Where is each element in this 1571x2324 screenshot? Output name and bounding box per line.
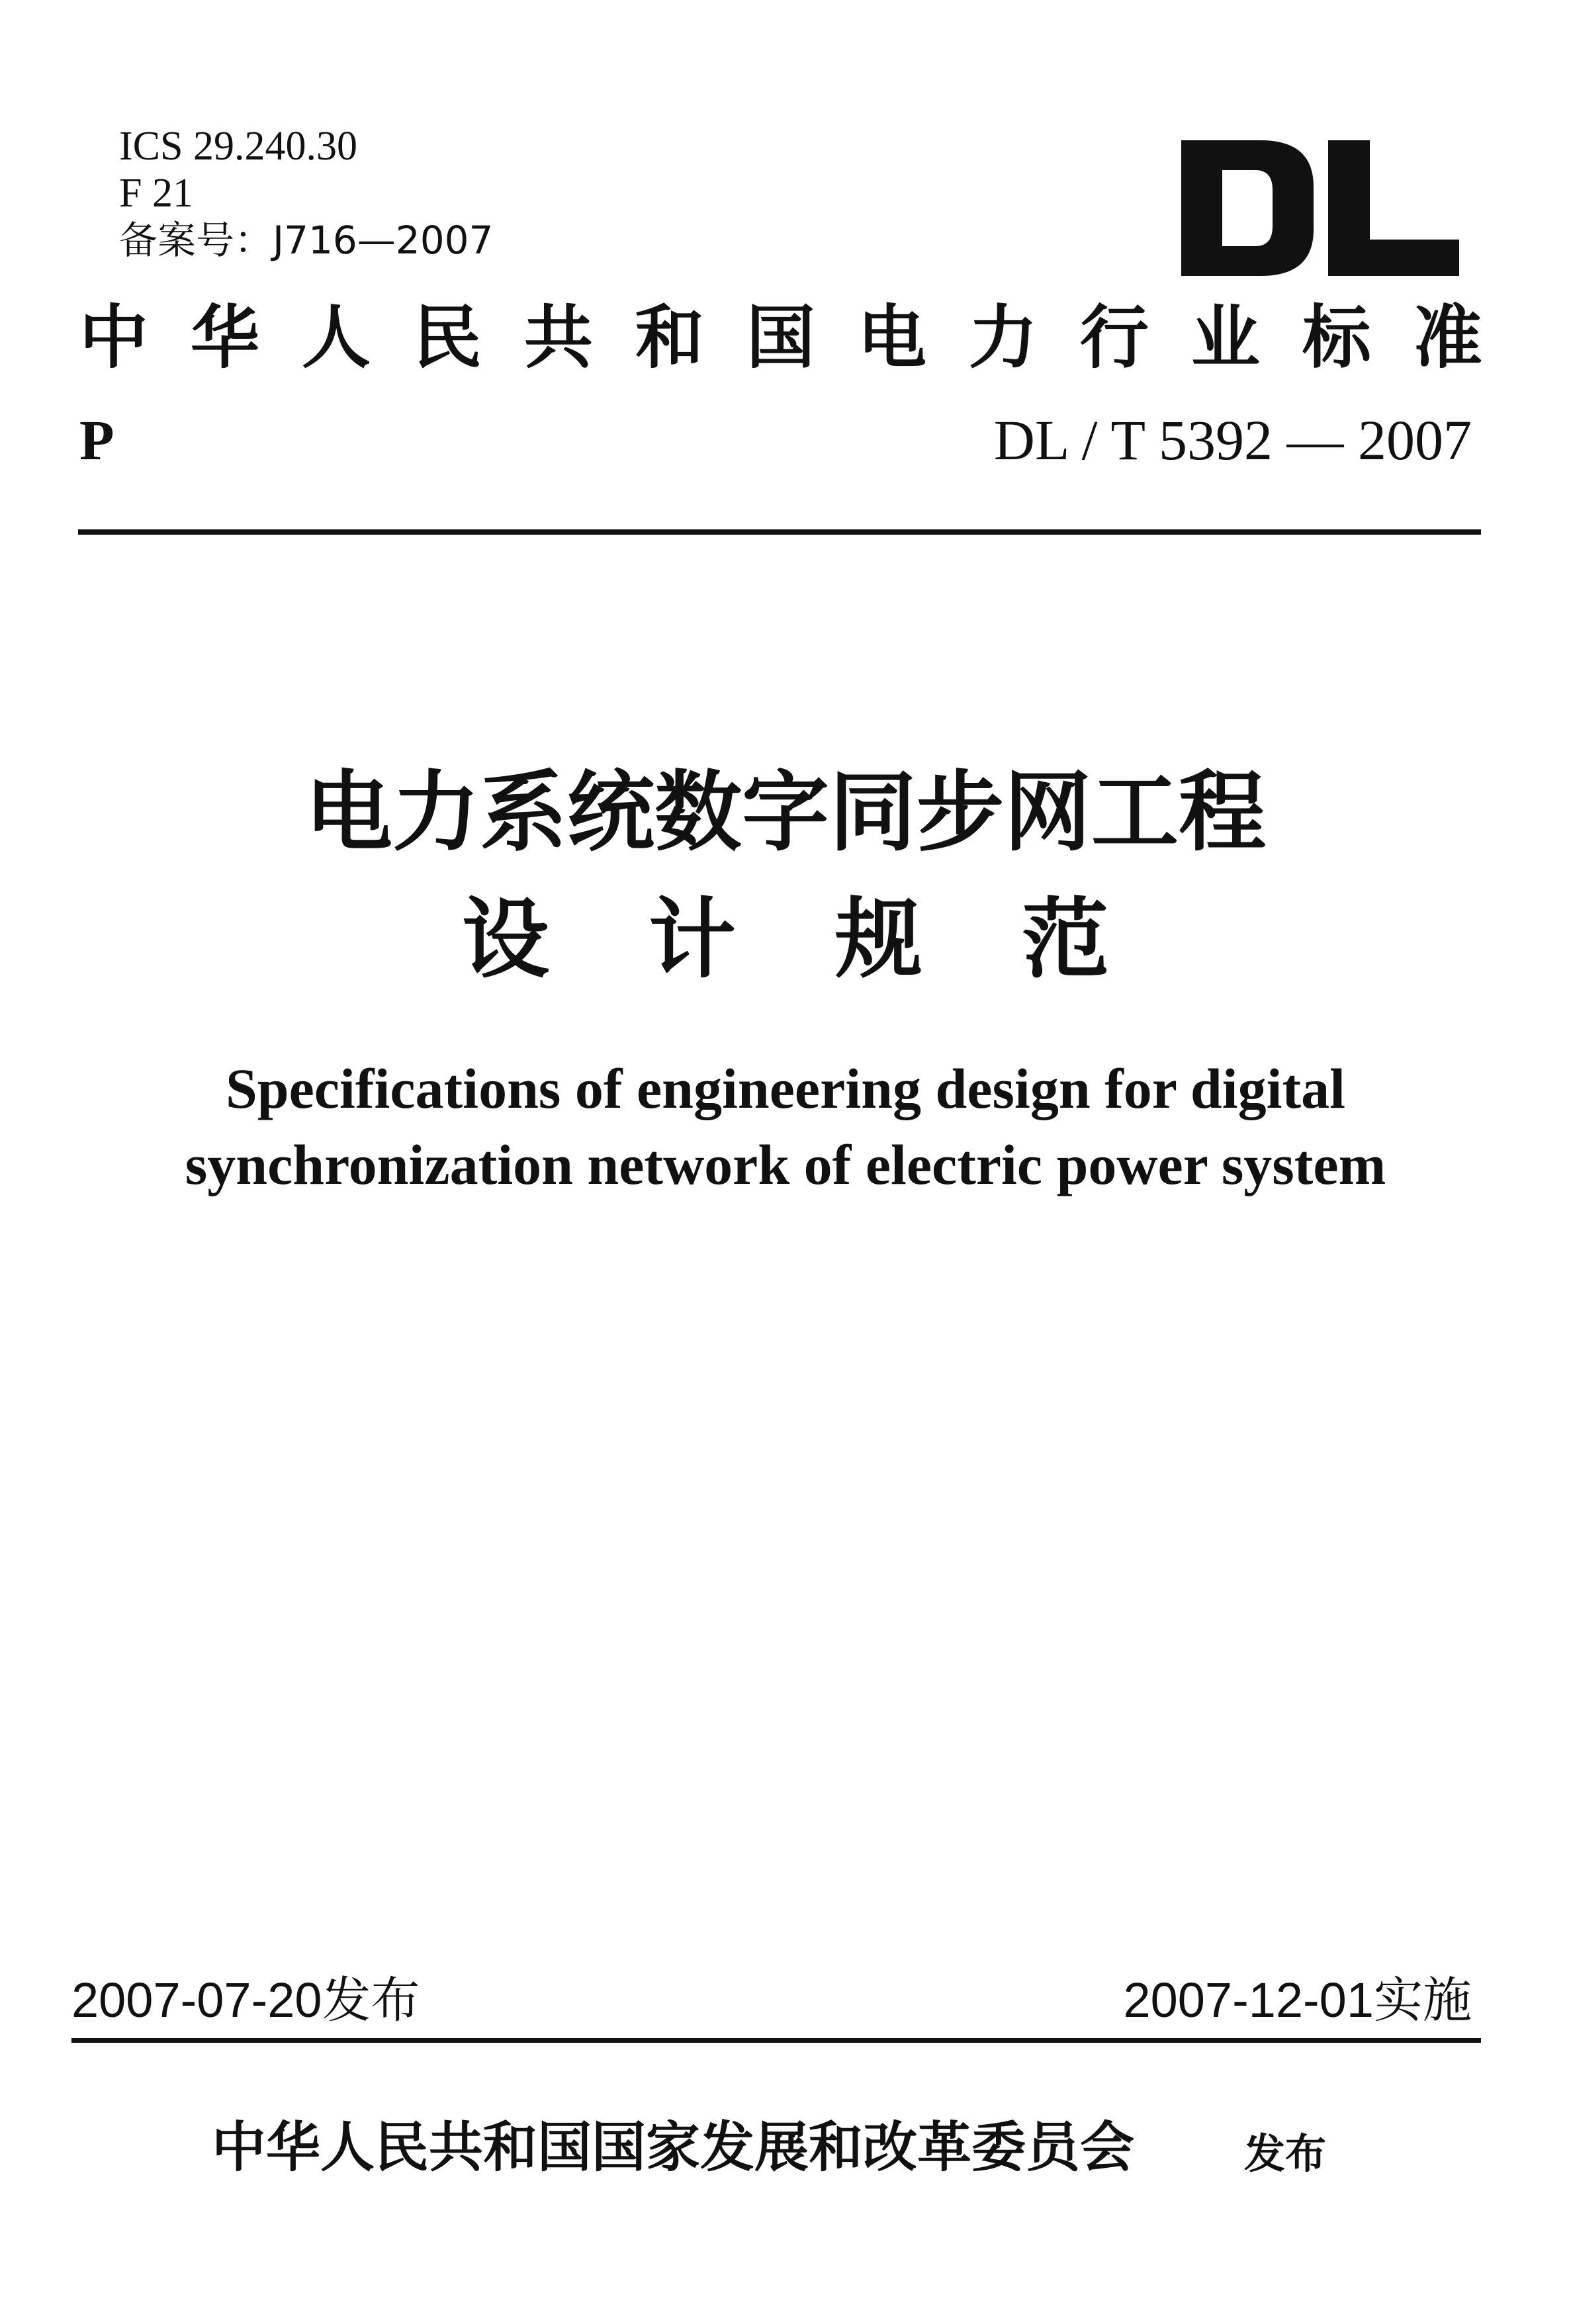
std-title-char: 民 [412,296,482,378]
std-title-char: 中 [79,296,149,378]
std-title-char: 业 [1190,296,1260,378]
en-title-line2: synchronization network of electric power system [185,1133,1386,1196]
standard-category: P [79,408,114,472]
cn-title-line1: 电力系统数字同步网工程 [305,762,1266,864]
std-title-char: 国 [746,296,815,378]
publisher-name: 中华人民共和国国家发展和改革委员会 [212,2116,1135,2179]
filing-number: 备案号：J716—2007 [119,218,494,263]
dl-logo [1181,140,1459,276]
standard-number: DL / T 5392 — 2007 [993,408,1472,472]
publisher-suffix: 发布 [1244,2129,1327,2178]
std-title-char: 行 [1079,296,1149,378]
issue-date: 2007-07-20发布 [71,1973,420,2028]
std-title-char: 共 [523,296,593,378]
std-title-char: 标 [1302,296,1371,378]
header-divider [78,529,1481,535]
std-title-char: 力 [968,296,1038,378]
classification-code: F 21 [119,171,193,216]
cn-title-line2: 设计规范 [462,889,1208,991]
std-title-char: 准 [1413,296,1482,378]
implementation-date: 2007-12-01实施 [1123,1973,1472,2028]
std-title-char: 华 [190,296,259,378]
footer-divider [71,2038,1481,2043]
ics-code: ICS 29.240.30 [119,124,357,169]
std-title-char: 和 [635,296,704,378]
en-title-line1: Specifications of engineering design for digital [225,1057,1346,1120]
std-title-char: 电 [857,296,926,378]
std-title-char: 人 [301,296,371,378]
standard-type-title [79,294,1482,380]
